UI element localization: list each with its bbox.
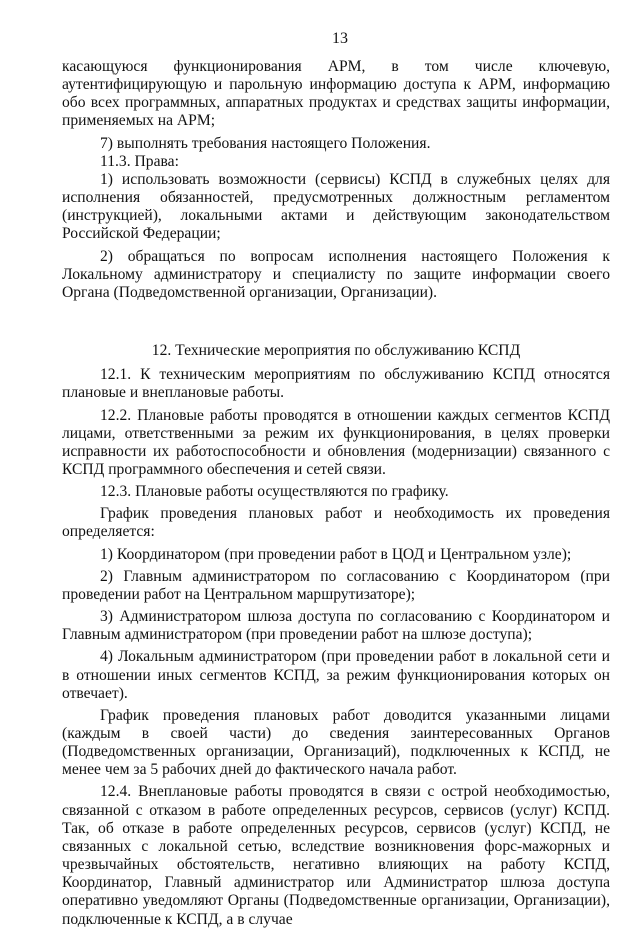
paragraph-item-7: 7) выполнять требования настоящего Положения. [100,134,431,152]
document-body [62,58,610,933]
paragraph-12-1: 12.1. К техническим мероприятиям по обслуживанию КСПД относятся плановые и внеплановые работы. [62,366,610,402]
paragraph-right-2: 2) обращаться по вопросам исполнения настоящего Положения к Локальному администратору и специалисту по защите информации своего Органа (Подведомственной организации, Организации). [62,247,610,301]
paragraph-12-3: 12.3. Плановые работы осуществляются по графику. [100,483,449,501]
paragraph-schedule-intro: График проведения плановых работ и необходимость их проведения определяется: [62,505,610,541]
paragraph-12-4: 12.4. Внеплановые работы проводятся в связи с острой необходимостью, связанной с отказом в работе определенных ресурсов, сервисов (услуг) КСПД. Так, об отказе в работе определенных ресурсов, сервисов (услуг) КСПД, не связанных с локальной сетью, вследствие возникновения форс-мажорных и чрезвычайных обстоятельств, негативно влияющих на работу КСПД, Координатор, Главный администратор или Администратор шлюза доступа оперативно уведомляют Органы (Подведомственные организации, Организации), подключенные к КСПД, а в случае [62,783,610,928]
paragraph-schedule-notice: График проведения плановых работ доводится указанными лицами (каждым в своей части) до сведения заинтересованных Органов (Подведомственных организации, Организаций), подключенных к КСПД, не менее чем за 5 рабочих дней до фактического начала работ. [62,706,610,779]
paragraph-schedule-item-4: 4) Локальным администратором (при проведении работ в локальной сети и в отношении иных сегментов КСПД, за режим функционирования которых он отвечает). [62,648,610,702]
paragraph-right-1: 1) использовать возможности (сервисы) КСПД в служебных целях для исполнения обязанностей, предусмотренных должностным регламентом (инструкцией), локальными актами и действующим законодательством Российской Федерации; [62,170,610,243]
paragraph-11-3-rights: 11.3. Права: [100,152,179,170]
paragraph-schedule-item-1: 1) Координатором (при проведении работ в ЦОД и Центральном узле); [100,545,572,563]
paragraph-continuation: касающуюся функционирования АРМ, в том числе ключевую, аутентифицирующую и парольную информацию доступа к АРМ, информацию обо всех программных, аппаратных продуктах и средствах защиты информации, применяемых на АРМ; [62,58,610,130]
paragraph-12-2: 12.2. Плановые работы проводятся в отношении каждых сегментов КСПД лицами, ответственными за режим их функционирования, в целях проверки исправности их работоспособности и обновления (модернизации) связанного с КСПД программного обеспечения и сетей связи. [62,406,610,478]
paragraph-schedule-item-2: 2) Главным администратором по согласованию с Координатором (при проведении работ на Центральном маршрутизаторе); [62,567,610,603]
section-heading: 12. Технические мероприятия по обслуживанию КСПД [151,342,521,360]
paragraph-schedule-item-3: 3) Администратором шлюза доступа по согласованию с Координатором и Главным администратором (при проведении работ на шлюзе доступа); [62,608,610,644]
page-number: 13 [332,30,348,47]
